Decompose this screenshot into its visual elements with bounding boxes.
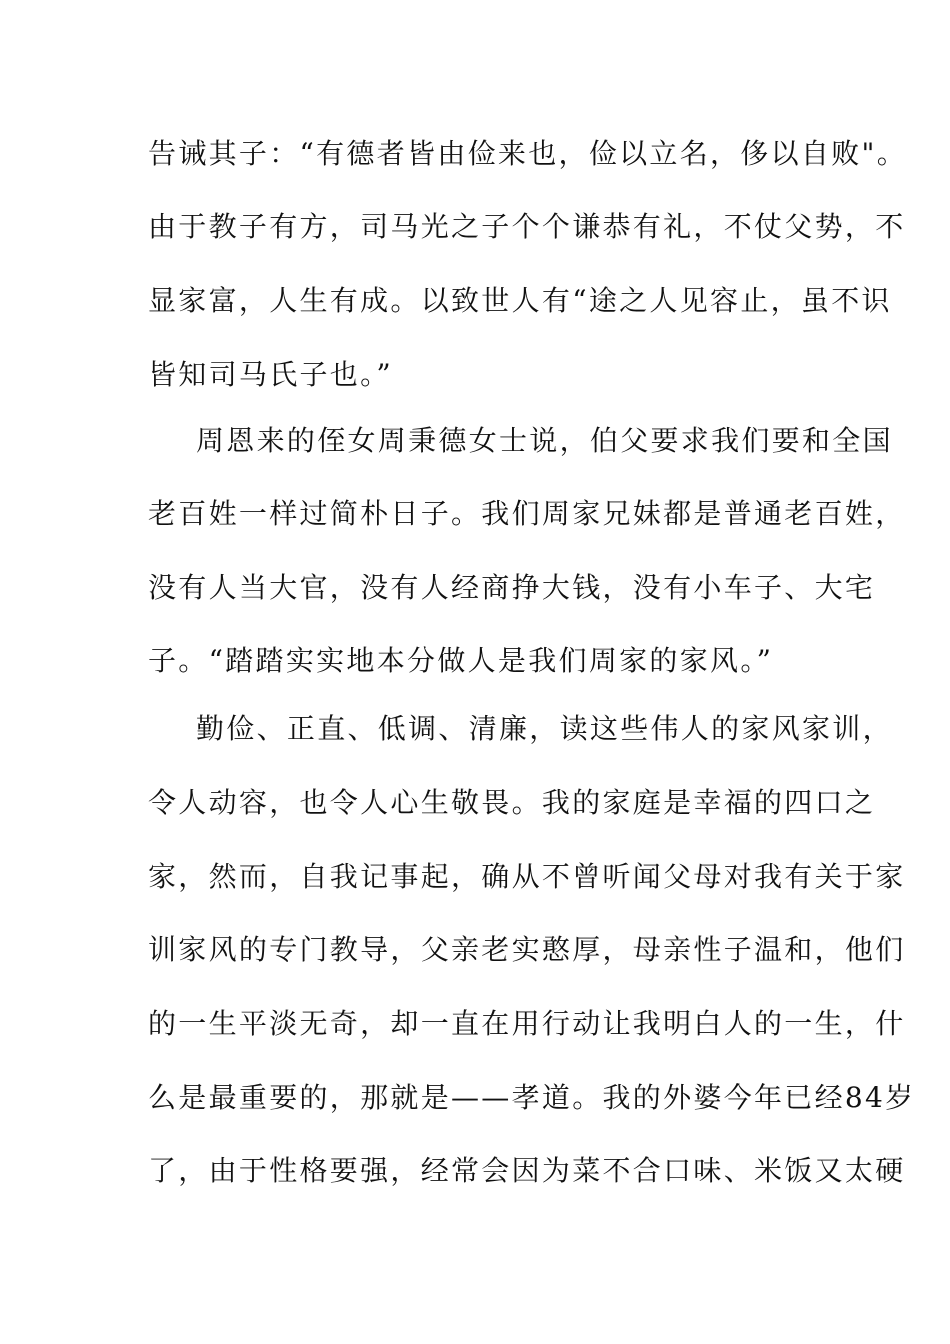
text-line: 家，然而，自我记事起，确从不曾听闻父母对我有关于家 bbox=[148, 860, 906, 893]
text-line: 老百姓一样过简朴日子。我们周家兄妹都是普通老百姓， bbox=[148, 497, 906, 530]
text-line: 皆知司马氏子也。” bbox=[148, 358, 394, 391]
text-line: 由于教子有方，司马光之子个个谦恭有礼，不仗父势，不 bbox=[148, 210, 906, 243]
text-line: 的一生平淡无奇，却一直在用行动让我明白人的一生，什 bbox=[148, 1007, 906, 1040]
text-line: 子。“踏踏实实地本分做人是我们周家的家风。” bbox=[148, 644, 774, 677]
text-line: 显家富，人生有成。以致世人有“途之人见容止，虽不识 bbox=[148, 284, 892, 317]
text-line: 令人动容，也令人心生敬畏。我的家庭是幸福的四口之 bbox=[148, 786, 876, 819]
text-line: 告诫其子：“有德者皆由俭来也，俭以立名，侈以自败"。 bbox=[148, 137, 907, 170]
text-line: 么是最重要的，那就是——孝道。我的外婆今年已经84岁 bbox=[148, 1081, 916, 1114]
text-line: 了，由于性格要强，经常会因为菜不合口味、米饭又太硬 bbox=[148, 1154, 906, 1187]
text-line: 训家风的专门教导，父亲老实憨厚，母亲性子温和，他们 bbox=[148, 933, 906, 966]
text-line: 勤俭、正直、低调、清廉，读这些伟人的家风家训， bbox=[196, 712, 893, 745]
text-line: 没有人当大官，没有人经商挣大钱，没有小车子、大宅 bbox=[148, 571, 876, 604]
text-line: 周恩来的侄女周秉德女士说，伯父要求我们要和全国 bbox=[196, 424, 893, 457]
